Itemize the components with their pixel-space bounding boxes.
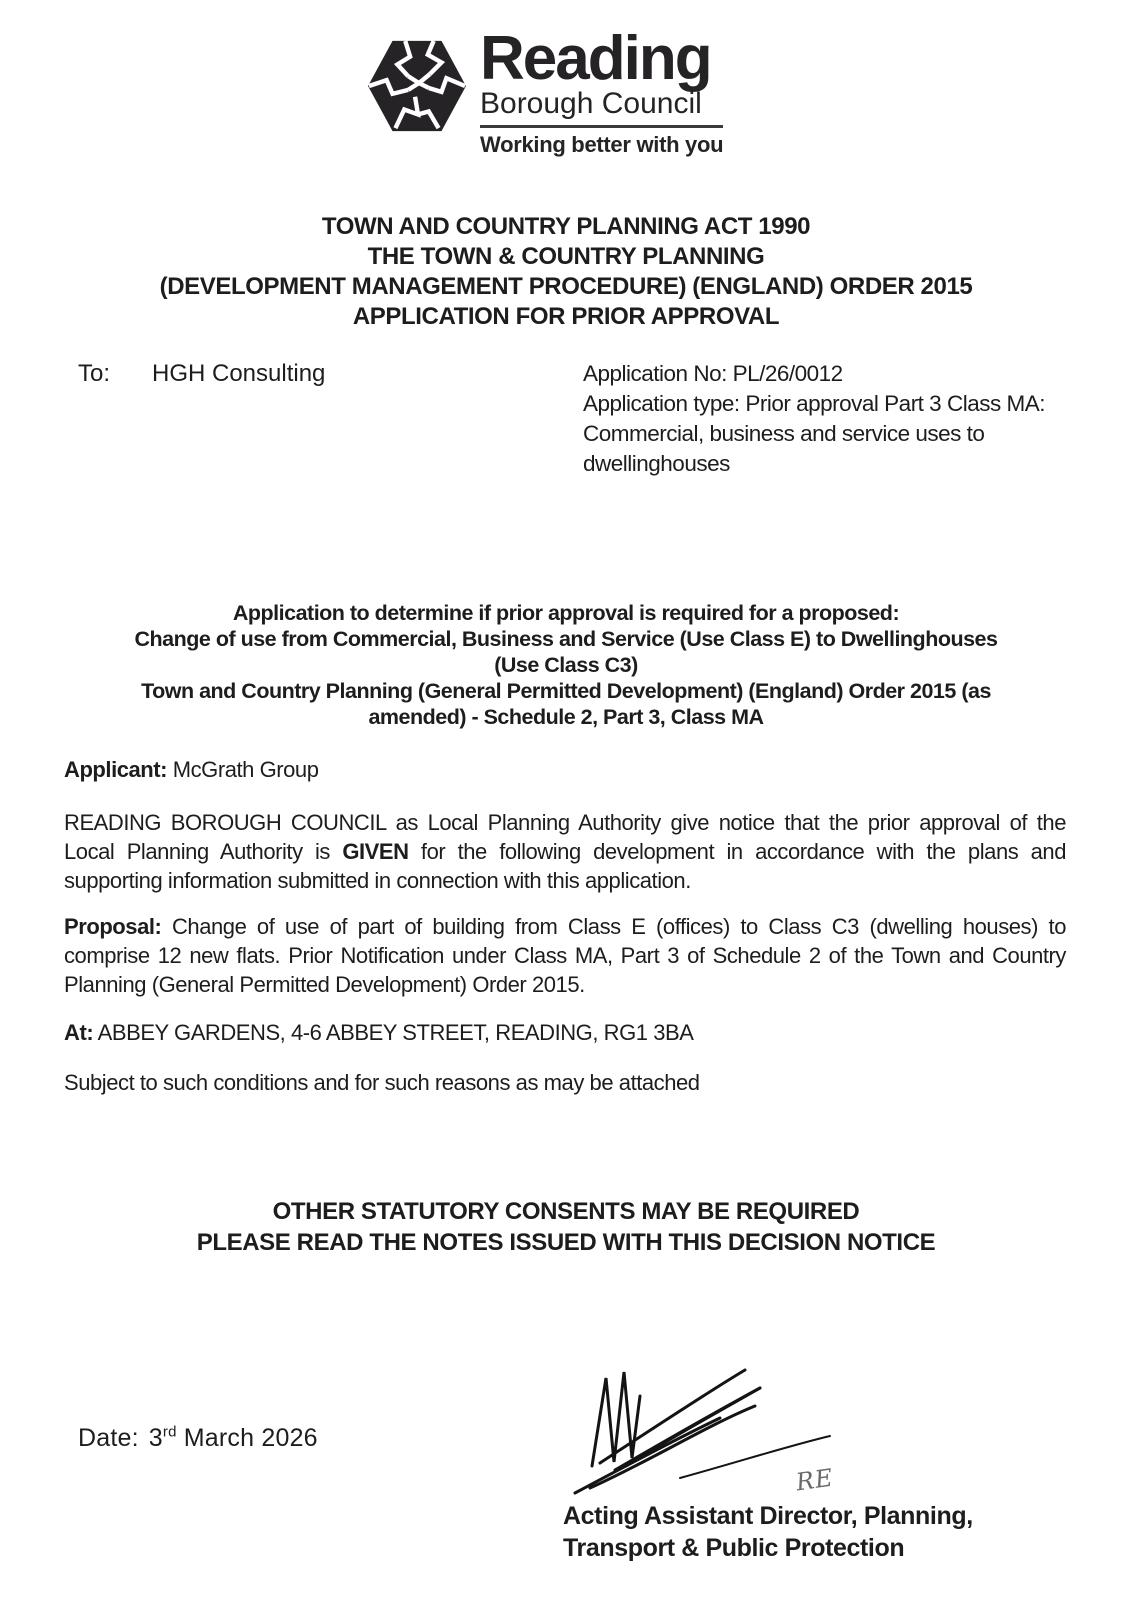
recipient-label: To: — [78, 360, 111, 387]
title-line-1: TOWN AND COUNTRY PLANNING ACT 1990 — [321, 213, 811, 240]
applicant-label: Applicant: — [64, 757, 168, 782]
logo-divider — [480, 125, 723, 128]
council-logo — [368, 24, 724, 158]
logo-wordmark: Reading — [480, 24, 711, 93]
decision-text-before: READING BOROUGH COUNCIL as Local Planning Authority give notice that the prior approval of the Local Planning Authority is — [64, 810, 1066, 864]
application-info — [583, 359, 1061, 479]
signer-initials: RE — [794, 1463, 836, 1497]
proposal-text: Change of use of part of building from Class E (offices) to Class C3 (dwelling houses) to comprise 12 new flats. Prior Notification under Class MA, Part 3 of Schedule 2 of the Town and Country Planning (General Permitted Development) Order 2015. — [64, 914, 1066, 997]
site-address-line — [64, 1018, 1066, 1047]
description-line-4: Town and Country Planning (General Permitted Development) (England) Order 2015 (as — [141, 679, 991, 703]
decision-text-after: for the following development in accordance with the plans and supporting information submitted in connection with this application. — [64, 839, 1066, 893]
applicant-line — [64, 755, 1066, 784]
date-day: 3 — [148, 1424, 163, 1452]
proposal-description-block — [0, 600, 1132, 730]
date-label: Date: — [78, 1424, 139, 1452]
site-address-value: ABBEY GARDENS, 4-6 ABBEY STREET, READING, RG1 3BA — [93, 1020, 694, 1045]
description-line-2: Change of use from Commercial, Business and Service (Use Class E) to Dwellinghouses — [134, 627, 998, 651]
signoff-line-2: Transport & Public Protection — [563, 1534, 905, 1562]
title-line-3: (DEVELOPMENT MANAGEMENT PROCEDURE) (ENGLAND) ORDER 2015 — [159, 273, 973, 300]
date-line — [78, 1424, 318, 1453]
date-ordinal: rd — [162, 1423, 177, 1441]
proposal-paragraph — [64, 912, 1066, 999]
title-line-4: APPLICATION FOR PRIOR APPROVAL — [352, 303, 780, 330]
statutory-notice-line-2: PLEASE READ THE NOTES ISSUED WITH THIS DECISION NOTICE — [196, 1229, 936, 1256]
signoff-line-1: Acting Assistant Director, Planning, — [563, 1502, 973, 1530]
decision-paragraph — [64, 808, 1066, 895]
reading-hexagon-puzzle-icon — [368, 30, 466, 142]
title-line-2: THE TOWN & COUNTRY PLANNING — [367, 243, 765, 270]
statutory-notice — [0, 1196, 1132, 1258]
description-line-3: (Use Class C3) — [494, 653, 638, 677]
description-line-5: amended) - Schedule 2, Part 3, Class MA — [368, 705, 764, 729]
logo-text-block — [480, 24, 724, 158]
date-rest: March 2026 — [176, 1424, 318, 1452]
logo-tagline: Working better with you — [480, 132, 724, 157]
document-title — [0, 212, 1132, 332]
application-number: Application No: PL/26/0012 — [583, 361, 843, 386]
signoff-title — [563, 1500, 973, 1564]
statutory-notice-line-1: OTHER STATUTORY CONSENTS MAY BE REQUIRED — [272, 1198, 860, 1225]
recipient-name: HGH Consulting — [152, 360, 326, 387]
conditions-note: Subject to such conditions and for such reasons as may be attached — [64, 1070, 700, 1095]
proposal-label: Proposal: — [64, 914, 162, 939]
applicant-value: McGrath Group — [167, 757, 319, 782]
description-line-1: Application to determine if prior approval is required for a proposed: — [232, 601, 900, 625]
site-address-label: At: — [64, 1020, 94, 1045]
decision-given-word: GIVEN — [342, 839, 409, 864]
application-type: Application type: Prior approval Part 3 Class MA: Commercial, business and service uses to dwellinghouses — [583, 391, 1045, 476]
logo-subtitle: Borough Council — [480, 87, 702, 120]
